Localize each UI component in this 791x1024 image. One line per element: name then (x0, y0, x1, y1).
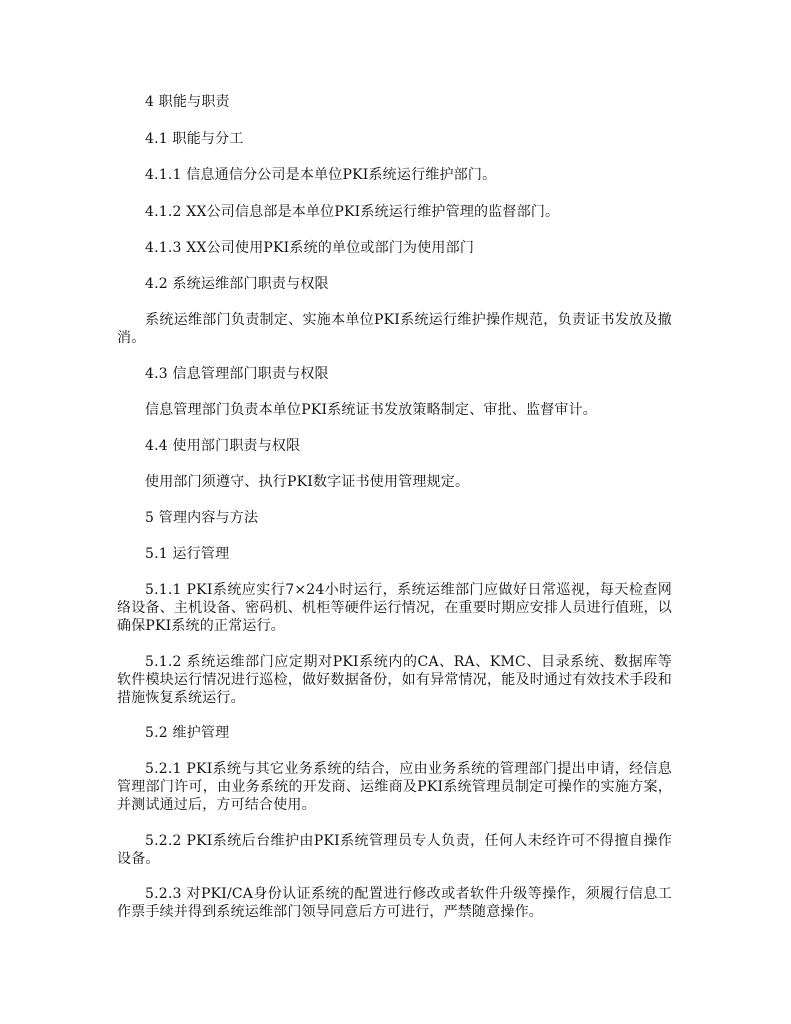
paragraph-5-2-2: 5.2.2 PKI系统后台维护由PKI系统管理员专人负责，任何人未经许可不得擅自操作设备。 (117, 833, 672, 867)
paragraph-4-2: 系统运维部门负责制定、实施本单位PKI系统运行维护操作规范，负责证书发放及撤消。 (117, 312, 672, 346)
paragraph-4-1-1: 4.1.1 信息通信分公司是本单位PKI系统运行维护部门。 (145, 167, 497, 183)
paragraph-4-3: 信息管理部门负责本单位PKI系统证书发放策略制定、审批、监督审计。 (145, 402, 598, 418)
paragraph-5-1-1: 5.1.1 PKI系统应实行7×24小时运行，系统运维部门应做好日常巡视，每天检查网络设备、主机设备、密码机、机柜等硬件运行情况，在重要时期应安排人员进行值班，以确保PKI系统的正常运行。 (117, 582, 672, 634)
section-heading-4: 4 职能与职责 (145, 94, 230, 110)
paragraph-5-2-1: 5.2.1 PKI系统与其它业务系统的结合，应由业务系统的管理部门提出申请，经信息管理部门许可，由业务系统的开发商、运维商及PKI系统管理员制定可操作的实施方案，并测试通过后，方可结合使用。 (117, 761, 672, 813)
section-heading-4-1: 4.1 职能与分工 (145, 131, 244, 147)
paragraph-5-2-3: 5.2.3 对PKI/CA身份认证系统的配置进行修改或者软件升级等操作，须履行信息工作票手续并得到系统运维部门领导同意后方可进行，严禁随意操作。 (117, 886, 672, 920)
paragraph-4-4: 使用部门须遵守、执行PKI数字证书使用管理规定。 (145, 474, 470, 490)
section-heading-4-2: 4.2 系统运维部门职责与权限 (145, 276, 329, 292)
section-heading-5: 5 管理内容与方法 (145, 510, 259, 526)
section-heading-4-3: 4.3 信息管理部门职责与权限 (145, 366, 329, 382)
paragraph-4-1-2: 4.1.2 XX公司信息部是本单位PKI系统运行维护管理的监督部门。 (145, 204, 560, 220)
paragraph-4-1-3: 4.1.3 XX公司使用PKI系统的单位或部门为使用部门 (145, 240, 475, 256)
section-heading-5-2: 5.2 维护管理 (145, 725, 230, 741)
section-heading-4-4: 4.4 使用部门职责与权限 (145, 438, 301, 454)
paragraph-5-1-2: 5.1.2 系统运维部门应定期对PKI系统内的CA、RA、KMC、目录系统、数据库等软件模块运行情况进行巡检，做好数据备份，如有异常情况，能及时通过有效技术手段和措施恢复系统运行。 (117, 654, 672, 706)
section-heading-5-1: 5.1 运行管理 (145, 546, 230, 562)
